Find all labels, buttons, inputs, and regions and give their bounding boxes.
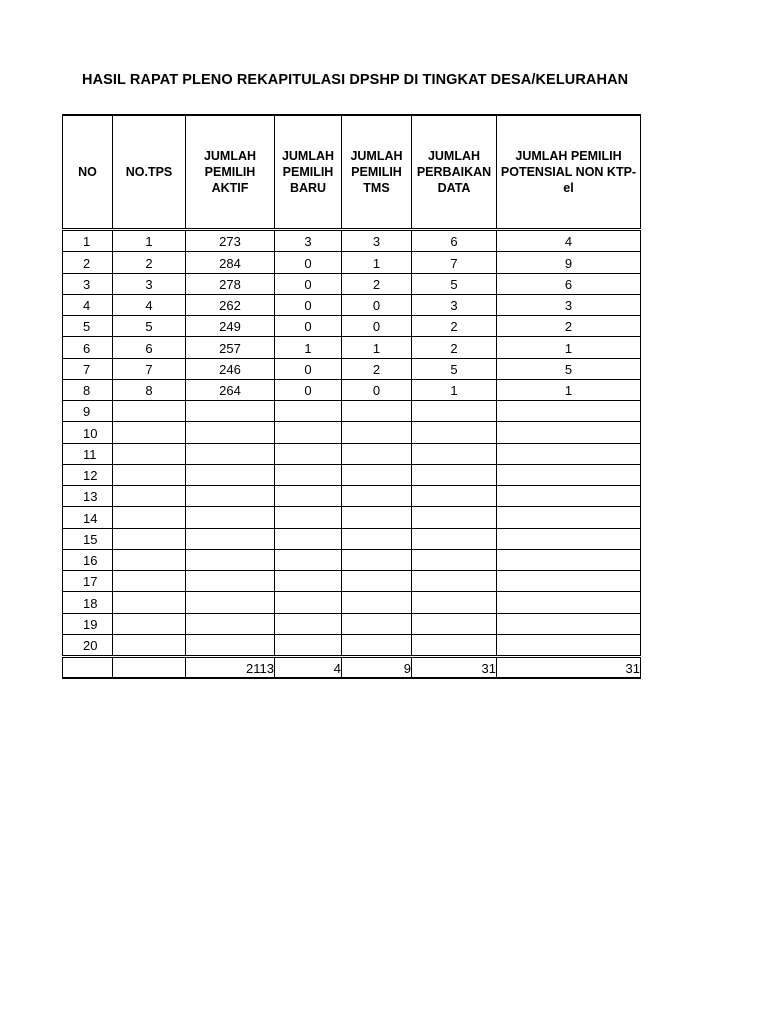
cell-tps [113,401,186,422]
table-row [63,252,641,273]
cell-tps: 8 [113,379,186,400]
cell-aktif: 273 [186,230,275,252]
cell-baru [275,486,342,507]
table-row [63,273,641,294]
cell-potensial: 5 [497,358,641,379]
cell-tms [342,422,412,443]
cell-tms [342,464,412,485]
cell-baru: 0 [275,252,342,273]
cell-baru [275,571,342,592]
cell-aktif [186,507,275,528]
table-row [63,401,641,422]
cell-no: 4 [63,294,113,315]
cell-tms: 0 [342,379,412,400]
cell-perbaikan [412,464,497,485]
cell-tps: 1 [113,230,186,252]
cell-potensial [497,507,641,528]
header-tms: JUMLAH PEMILIH TMS [342,115,412,230]
cell-baru [275,528,342,549]
total-no [63,657,113,679]
cell-aktif [186,571,275,592]
table-row [63,443,641,464]
cell-perbaikan [412,613,497,634]
cell-perbaikan: 7 [412,252,497,273]
cell-baru: 0 [275,358,342,379]
cell-tms [342,634,412,656]
cell-perbaikan: 2 [412,337,497,358]
cell-aktif: 262 [186,294,275,315]
cell-tps [113,464,186,485]
cell-perbaikan: 1 [412,379,497,400]
cell-perbaikan: 5 [412,358,497,379]
cell-potensial: 1 [497,337,641,358]
cell-tps [113,592,186,613]
cell-baru [275,401,342,422]
cell-aktif [186,613,275,634]
cell-perbaikan [412,528,497,549]
cell-baru [275,592,342,613]
cell-aktif [186,486,275,507]
cell-tms [342,613,412,634]
table-row [63,379,641,400]
cell-aktif: 264 [186,379,275,400]
cell-no: 16 [63,549,113,570]
cell-perbaikan [412,549,497,570]
cell-potensial [497,634,641,656]
total-baru: 4 [275,657,342,679]
header-row [63,115,641,230]
cell-tps [113,507,186,528]
table-row [63,316,641,337]
cell-no: 11 [63,443,113,464]
cell-perbaikan: 2 [412,316,497,337]
cell-potensial [497,486,641,507]
cell-potensial: 9 [497,252,641,273]
cell-no: 13 [63,486,113,507]
cell-tps: 6 [113,337,186,358]
cell-tps: 7 [113,358,186,379]
cell-tms [342,401,412,422]
cell-aktif [186,422,275,443]
cell-no: 8 [63,379,113,400]
total-aktif: 2113 [186,657,275,679]
cell-tms [342,528,412,549]
table-row [63,230,641,252]
cell-baru: 0 [275,316,342,337]
cell-perbaikan: 6 [412,230,497,252]
table-row [63,528,641,549]
cell-potensial [497,422,641,443]
cell-no: 5 [63,316,113,337]
cell-no: 17 [63,571,113,592]
cell-potensial: 2 [497,316,641,337]
cell-tms [342,549,412,570]
cell-baru [275,549,342,570]
cell-baru: 1 [275,337,342,358]
cell-tps: 2 [113,252,186,273]
cell-potensial [497,443,641,464]
header-tps: NO.TPS [113,115,186,230]
cell-tms: 0 [342,294,412,315]
cell-potensial [497,549,641,570]
cell-no: 2 [63,252,113,273]
header-aktif: JUMLAH PEMILIH AKTIF [186,115,275,230]
cell-tps: 5 [113,316,186,337]
cell-tps [113,528,186,549]
cell-no: 19 [63,613,113,634]
table-row [63,592,641,613]
cell-perbaikan [412,571,497,592]
cell-tms: 2 [342,358,412,379]
cell-tms [342,507,412,528]
header-potensial: JUMLAH PEMILIH POTENSIAL NON KTP- el [497,115,641,230]
cell-tms: 2 [342,273,412,294]
cell-potensial [497,528,641,549]
cell-aktif: 278 [186,273,275,294]
cell-tps [113,613,186,634]
cell-baru [275,422,342,443]
cell-no: 3 [63,273,113,294]
header-no: NO [63,115,113,230]
recap-table [62,114,641,679]
header-baru: JUMLAH PEMILIH BARU [275,115,342,230]
cell-no: 18 [63,592,113,613]
cell-perbaikan [412,422,497,443]
cell-aktif [186,549,275,570]
table-row [63,571,641,592]
cell-no: 15 [63,528,113,549]
table-row [63,634,641,656]
document-title: HASIL RAPAT PLENO REKAPITULASI DPSHP DI TINGKAT DESA/KELURAHAN [82,72,629,88]
cell-baru: 0 [275,273,342,294]
table-row [63,337,641,358]
cell-tms: 3 [342,230,412,252]
cell-perbaikan [412,443,497,464]
cell-tps [113,422,186,443]
table-row [63,613,641,634]
cell-no: 14 [63,507,113,528]
cell-no: 12 [63,464,113,485]
cell-potensial: 4 [497,230,641,252]
cell-baru [275,634,342,656]
cell-aktif [186,528,275,549]
table-row [63,464,641,485]
cell-perbaikan: 5 [412,273,497,294]
cell-potensial [497,401,641,422]
cell-baru: 3 [275,230,342,252]
table-row [63,486,641,507]
cell-tps [113,486,186,507]
cell-tps [113,549,186,570]
cell-baru: 0 [275,294,342,315]
cell-aktif: 246 [186,358,275,379]
cell-no: 9 [63,401,113,422]
cell-aktif [186,401,275,422]
cell-potensial [497,571,641,592]
cell-potensial: 6 [497,273,641,294]
cell-aktif: 284 [186,252,275,273]
cell-tps [113,634,186,656]
cell-tps: 4 [113,294,186,315]
cell-aktif [186,592,275,613]
cell-aktif: 257 [186,337,275,358]
cell-potensial [497,592,641,613]
cell-no: 20 [63,634,113,656]
cell-potensial: 3 [497,294,641,315]
cell-potensial [497,464,641,485]
cell-tms: 0 [342,316,412,337]
cell-perbaikan [412,486,497,507]
cell-no: 1 [63,230,113,252]
table-row [63,507,641,528]
cell-no: 6 [63,337,113,358]
cell-tps: 3 [113,273,186,294]
total-potensial: 31 [497,657,641,679]
cell-aktif [186,464,275,485]
cell-no: 10 [63,422,113,443]
cell-tms [342,443,412,464]
cell-no: 7 [63,358,113,379]
total-tps [113,657,186,679]
table-row [63,549,641,570]
total-perbaikan: 31 [412,657,497,679]
cell-tms: 1 [342,337,412,358]
table-row [63,294,641,315]
cell-aktif [186,634,275,656]
cell-baru [275,443,342,464]
cell-baru [275,507,342,528]
cell-tps [113,443,186,464]
cell-perbaikan [412,592,497,613]
table-row [63,422,641,443]
cell-tps [113,571,186,592]
table-row [63,358,641,379]
cell-perbaikan [412,507,497,528]
totals-row [63,657,641,679]
cell-perbaikan [412,401,497,422]
cell-potensial [497,613,641,634]
cell-tms: 1 [342,252,412,273]
cell-potensial: 1 [497,379,641,400]
cell-perbaikan [412,634,497,656]
cell-aktif [186,443,275,464]
cell-tms [342,486,412,507]
cell-tms [342,571,412,592]
cell-baru: 0 [275,379,342,400]
cell-tms [342,592,412,613]
cell-baru [275,464,342,485]
total-tms: 9 [342,657,412,679]
header-perbaikan: JUMLAH PERBAIKAN DATA [412,115,497,230]
cell-aktif: 249 [186,316,275,337]
cell-perbaikan: 3 [412,294,497,315]
cell-baru [275,613,342,634]
